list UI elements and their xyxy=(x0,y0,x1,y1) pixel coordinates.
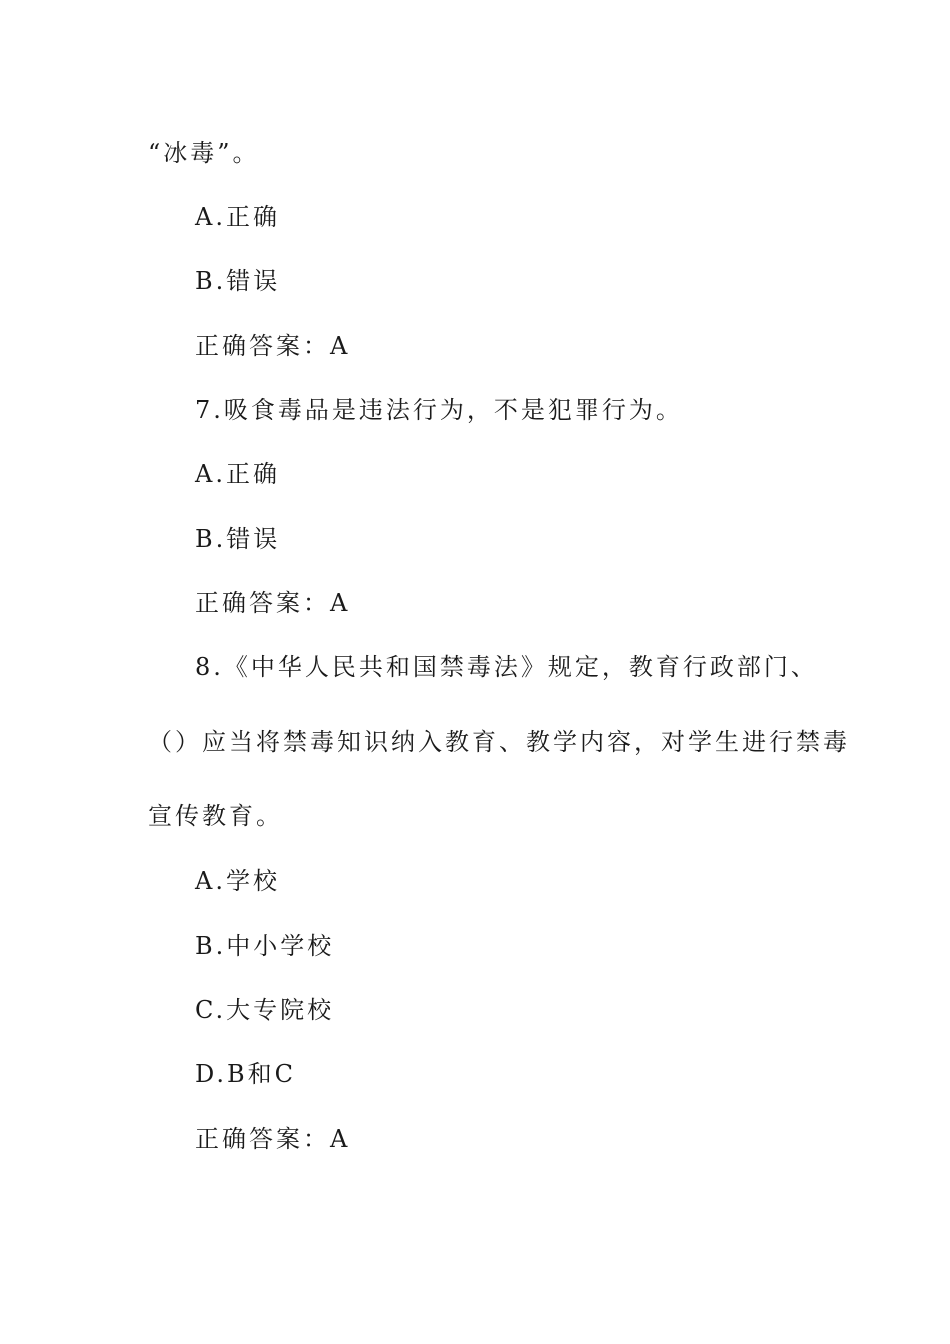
q7-stem: 7.吸食毒品是违法行为，不是犯罪行为。 xyxy=(195,396,683,424)
q8-option-a: A.学校 xyxy=(195,867,280,895)
q8-stem-line1: 8.《中华人民共和国禁毒法》规定，教育行政部门、 xyxy=(195,653,818,681)
q7-option-a: A.正确 xyxy=(195,460,280,488)
q8-stem-line3: 宣传教育。 xyxy=(148,802,283,830)
q6-option-a: A.正确 xyxy=(195,203,280,231)
q8-stem-line2: （）应当将禁毒知识纳入教育、教学内容，对学生进行禁毒 xyxy=(148,728,850,756)
q7-answer: 正确答案：A xyxy=(195,589,351,617)
q6-answer: 正确答案：A xyxy=(195,332,351,360)
q7-option-b: B.错误 xyxy=(195,525,281,553)
q8-option-d: D.B和C xyxy=(195,1060,297,1088)
q6-stem-tail: “冰毒”。 xyxy=(148,139,260,167)
q8-answer: 正确答案：A xyxy=(195,1125,351,1153)
q6-option-b: B.错误 xyxy=(195,267,281,295)
q8-option-c: C.大专院校 xyxy=(195,996,335,1024)
q8-option-b: B.中小学校 xyxy=(195,932,335,960)
